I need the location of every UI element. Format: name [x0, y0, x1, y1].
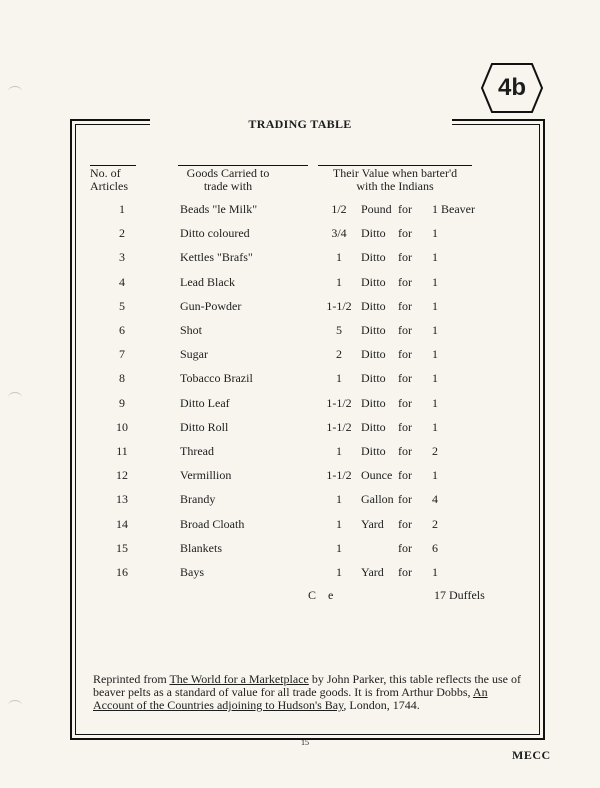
table-row [0, 323, 600, 339]
article-number: 2 [119, 226, 125, 241]
table-row [0, 541, 600, 557]
quantity: 1 [336, 250, 342, 265]
header-rule [90, 165, 136, 166]
table-row [0, 420, 600, 436]
for-word: for [398, 347, 412, 362]
for-word: for [398, 419, 412, 434]
article-number: 15 [116, 540, 128, 555]
unit: Ditto [361, 371, 386, 386]
unit: Pound [361, 202, 392, 216]
for-word: for [398, 468, 412, 483]
quantity: 2 [336, 347, 342, 362]
goods-name: Vermillion [180, 468, 232, 483]
goods-name: Brandy [180, 492, 216, 507]
for-word: for [398, 298, 412, 313]
quantity: 1 [336, 565, 342, 579]
goods-name: Blankets [180, 540, 222, 555]
unit: Gallon [361, 492, 394, 507]
unit: Ditto [361, 323, 386, 337]
goods-name: Ditto Leaf [180, 395, 230, 410]
quantity: 5 [336, 323, 342, 337]
unit: Ounce [361, 468, 393, 483]
book-title-account-hudsons-bay: An Account of the Countries adjoining to Hudson's Bay [93, 685, 488, 712]
for-word: for [398, 371, 412, 386]
article-number: 12 [116, 468, 128, 483]
header-no-articles: No. of Articles [90, 166, 128, 193]
table-row [0, 299, 600, 315]
goods-name: Lead Black [180, 274, 235, 289]
for-word: for [398, 323, 412, 337]
unit: Ditto [361, 274, 386, 289]
book-title-world-marketplace: The World for a Marketplace [169, 672, 309, 686]
beaver-value: 1 [432, 323, 438, 337]
article-number: 11 [116, 444, 128, 458]
for-word: for [398, 492, 412, 507]
table-row [0, 492, 600, 508]
goods-name: Bays [180, 565, 204, 579]
article-number: 8 [119, 371, 125, 386]
quantity: 1 [336, 444, 342, 458]
page-number: 15 [301, 738, 309, 747]
table-row [0, 226, 600, 242]
beaver-value: 2 [432, 516, 438, 531]
unit: Ditto [361, 395, 386, 410]
article-number: 10 [116, 419, 128, 434]
article-number: 3 [119, 250, 125, 265]
goods-name: Ditto Roll [180, 419, 229, 434]
quantity: 1 [336, 371, 342, 386]
goods-name: Beads "le Milk" [180, 202, 258, 216]
table-row [0, 468, 600, 484]
beaver-value: 1 [432, 371, 438, 386]
beaver-value: 1 [432, 419, 438, 434]
quantity: 1-1/2 [326, 419, 352, 434]
beaver-value: 1 Beaver [432, 202, 475, 216]
for-word: for [398, 565, 412, 579]
quantity: 1 [336, 516, 342, 531]
table-row [0, 347, 600, 363]
unit: Ditto [361, 347, 386, 362]
table-row [0, 565, 600, 581]
beaver-value: 1 [432, 298, 438, 313]
table-row [0, 275, 600, 291]
goods-name: Ditto coloured [180, 226, 250, 241]
beaver-value: 4 [432, 492, 438, 507]
beaver-value: 1 [432, 565, 438, 579]
header-rule [178, 165, 308, 166]
for-word: for [398, 444, 412, 458]
article-number: 5 [119, 298, 125, 313]
beaver-value: 1 [432, 468, 438, 483]
article-number: 14 [116, 516, 128, 531]
article-number: 16 [116, 565, 128, 579]
beaver-value: 1 [432, 226, 438, 241]
goods-name: Sugar [180, 347, 208, 362]
goods-name: Thread [180, 444, 214, 458]
article-number: 7 [119, 347, 125, 362]
quantity: 1-1/2 [326, 298, 352, 313]
for-word: for [398, 226, 412, 241]
beaver-value: 6 [432, 540, 438, 555]
quantity: 1 [336, 274, 342, 289]
quantity: 1/2 [331, 202, 347, 216]
table-row [0, 250, 600, 266]
goods-name: Tobacco Brazil [180, 371, 253, 386]
quantity: 1-1/2 [326, 395, 352, 410]
unit: Ditto [361, 419, 386, 434]
total-duffels: 17 Duffels [434, 588, 485, 602]
total-mark-e: e [328, 588, 334, 602]
table-row [0, 396, 600, 412]
article-number: 1 [119, 202, 125, 216]
unit: Ditto [361, 250, 386, 265]
header-rule [318, 165, 472, 166]
unit: Ditto [361, 444, 386, 458]
unit: Ditto [361, 298, 386, 313]
article-number: 6 [119, 323, 125, 337]
for-word: for [398, 250, 412, 265]
article-number: 4 [119, 274, 125, 289]
beaver-value: 1 [432, 274, 438, 289]
goods-name: Shot [180, 323, 203, 337]
unit: Yard [361, 565, 384, 579]
quantity: 3/4 [331, 226, 347, 241]
table-row [0, 444, 600, 460]
source-note: Reprinted from The World for a Marketplace by John Parker, this table reflects the use of beaver pelts as a standard of value for all trade goods. It is from Arthur Dobbs, An Account of the Countries adjoining to Hudson's Bay, London, 1744. [93, 672, 521, 712]
header-value: Their Value when barter'd with the Indians [332, 166, 458, 193]
for-word: for [398, 274, 412, 289]
publisher-mark: MECC [512, 748, 551, 762]
for-word: for [398, 202, 412, 216]
binder-hole [8, 86, 22, 97]
table-row [0, 371, 600, 387]
binder-hole [8, 700, 22, 711]
page-title: TRADING TABLE [248, 117, 352, 131]
beaver-value: 1 [432, 395, 438, 410]
quantity: 1 [336, 540, 342, 555]
header-goods: Goods Carried to trade with [186, 166, 270, 193]
quantity: 1-1/2 [326, 468, 352, 483]
article-number: 13 [116, 492, 128, 507]
for-word: for [398, 540, 412, 555]
goods-name: Broad Cloath [180, 516, 245, 531]
for-word: for [398, 395, 412, 410]
for-word: for [398, 516, 412, 531]
total-mark-c: C [308, 588, 317, 602]
beaver-value: 1 [432, 250, 438, 265]
article-number: 9 [119, 395, 125, 410]
table-row [0, 202, 600, 218]
goods-name: Gun-Powder [180, 298, 242, 313]
table-row [0, 517, 600, 533]
quantity: 1 [336, 492, 342, 507]
beaver-value: 2 [432, 444, 438, 458]
badge-label: 4b [497, 74, 526, 101]
beaver-value: 1 [432, 347, 438, 362]
unit: Ditto [361, 226, 386, 241]
unit: Yard [361, 516, 384, 531]
goods-name: Kettles "Brafs" [180, 250, 253, 265]
